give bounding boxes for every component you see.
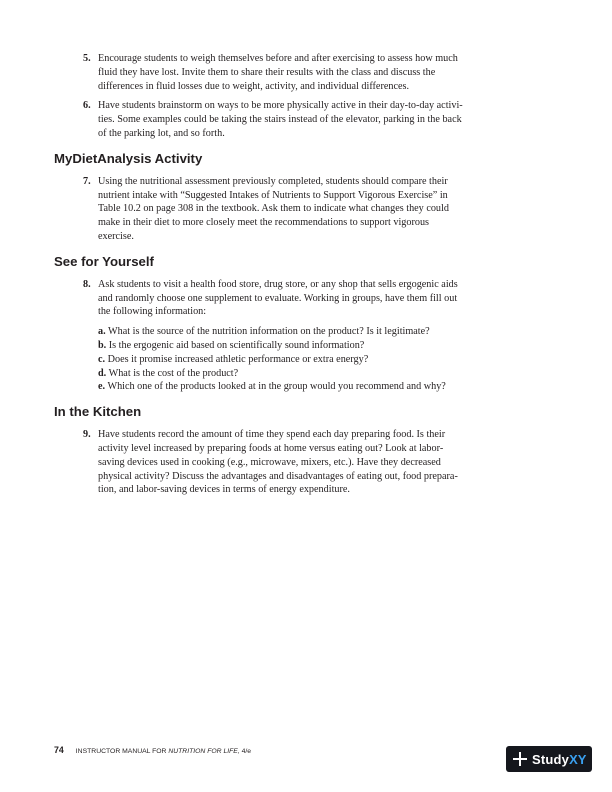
item-text-line: saving devices used in cooking (e.g., microwave, mixers, etc.). Have they decreased xyxy=(98,456,441,468)
sub-list-item xyxy=(54,325,506,339)
sub-list-item xyxy=(54,380,506,394)
plus-icon xyxy=(512,751,528,767)
item-text-line: differences in fluid losses due to weight, activity, and individual differences. xyxy=(98,80,410,92)
item-text-line: activity level increased by preparing foods at home versus eating out? Look at labor- xyxy=(98,442,444,454)
list-item xyxy=(54,52,506,93)
item-text-line: tion, and labor-saving devices in terms of energy expenditure. xyxy=(98,484,350,496)
item-text-line: exercise. xyxy=(98,230,134,242)
item-text-line: Using the nutritional assessment previously completed, students should compare their xyxy=(98,175,448,187)
page-number: 74 xyxy=(54,745,64,755)
sub-item-letter: e. xyxy=(98,381,106,393)
item-text-line: Have students record the amount of time they spend each day preparing food. Is their xyxy=(98,429,446,441)
footer-text-suffix: 4/e xyxy=(239,748,252,755)
item-number: 9. xyxy=(83,429,91,441)
item-text-line: physical activity? Discuss the advantages and disadvantages of eating out, food prepara- xyxy=(98,470,458,482)
item-text-line: Encourage students to weigh themselves before and after exercising to assess how much xyxy=(98,53,458,64)
sub-item-letter: a. xyxy=(98,326,106,338)
studyxy-badge[interactable] xyxy=(506,746,592,772)
sub-item-text: What is the cost of the product? xyxy=(108,367,239,379)
item-text-line: and randomly choose one supplement to evaluate. Working in groups, have them fill out xyxy=(98,292,458,304)
footer-book-title: NUTRITION FOR LIFE, xyxy=(168,748,240,755)
sub-item-text: Which one of the products looked at in the group would you recommend and why? xyxy=(107,381,446,393)
sub-item-text: Does it promise increased athletic performance or extra energy? xyxy=(107,353,369,365)
sub-list-item xyxy=(54,367,506,381)
list-item xyxy=(54,428,506,497)
item-text-line: Have students brainstorm on ways to be more physically active in their day-to-day activi- xyxy=(98,100,463,112)
sub-item-text: Is the ergogenic aid based on scientifically sound information? xyxy=(108,339,365,351)
badge-word: Study xyxy=(532,751,570,767)
sub-list-item xyxy=(54,353,506,367)
sub-list xyxy=(54,325,506,394)
item-text-line: ties. Some examples could be taking the stairs instead of the elevator, parking in the back xyxy=(98,114,462,126)
item-text-line: Table 10.2 on page 308 in the textbook. Ask them to indicate what changes they could xyxy=(98,203,449,215)
list-item xyxy=(54,99,506,140)
item-text-line: of the parking lot, and so forth. xyxy=(98,127,225,139)
item-number: 8. xyxy=(83,278,91,290)
sub-item-letter: c. xyxy=(98,353,106,365)
page-content xyxy=(54,52,506,503)
badge-word-accent: XY xyxy=(569,751,587,767)
item-number: 7. xyxy=(83,175,91,187)
section-heading-in-the-kitchen: In the Kitchen xyxy=(54,404,142,420)
footer-text-prefix: INSTRUCTOR MANUAL FOR xyxy=(75,748,169,755)
sub-item-letter: d. xyxy=(98,367,107,379)
sub-item-text: What is the source of the nutrition information on the product? Is it legitimate? xyxy=(108,326,430,338)
item-number: 6. xyxy=(83,100,91,112)
section-heading-see-for-yourself: See for Yourself xyxy=(54,253,154,269)
section-heading-mydietanalysis: MyDietAnalysis Activity xyxy=(54,150,203,166)
item-text-line: make in their diet to more closely meet the recommendations to support vigorous xyxy=(98,217,430,229)
list-item xyxy=(54,278,506,319)
list-item xyxy=(54,175,506,244)
page-footer xyxy=(54,745,251,755)
sub-list-item xyxy=(54,339,506,353)
sub-item-letter: b. xyxy=(98,339,107,351)
item-text-line: the following information: xyxy=(98,306,207,318)
item-text-line: Ask students to visit a health food store, drug store, or any shop that sells ergogenic aids xyxy=(98,278,458,290)
item-number: 5. xyxy=(83,53,91,64)
item-text-line: nutrient intake with “Suggested Intakes of Nutrients to Support Vigorous Exercise” in xyxy=(98,189,448,201)
item-text-line: fluid they have lost. Invite them to share their results with the class and discuss the xyxy=(98,66,436,78)
